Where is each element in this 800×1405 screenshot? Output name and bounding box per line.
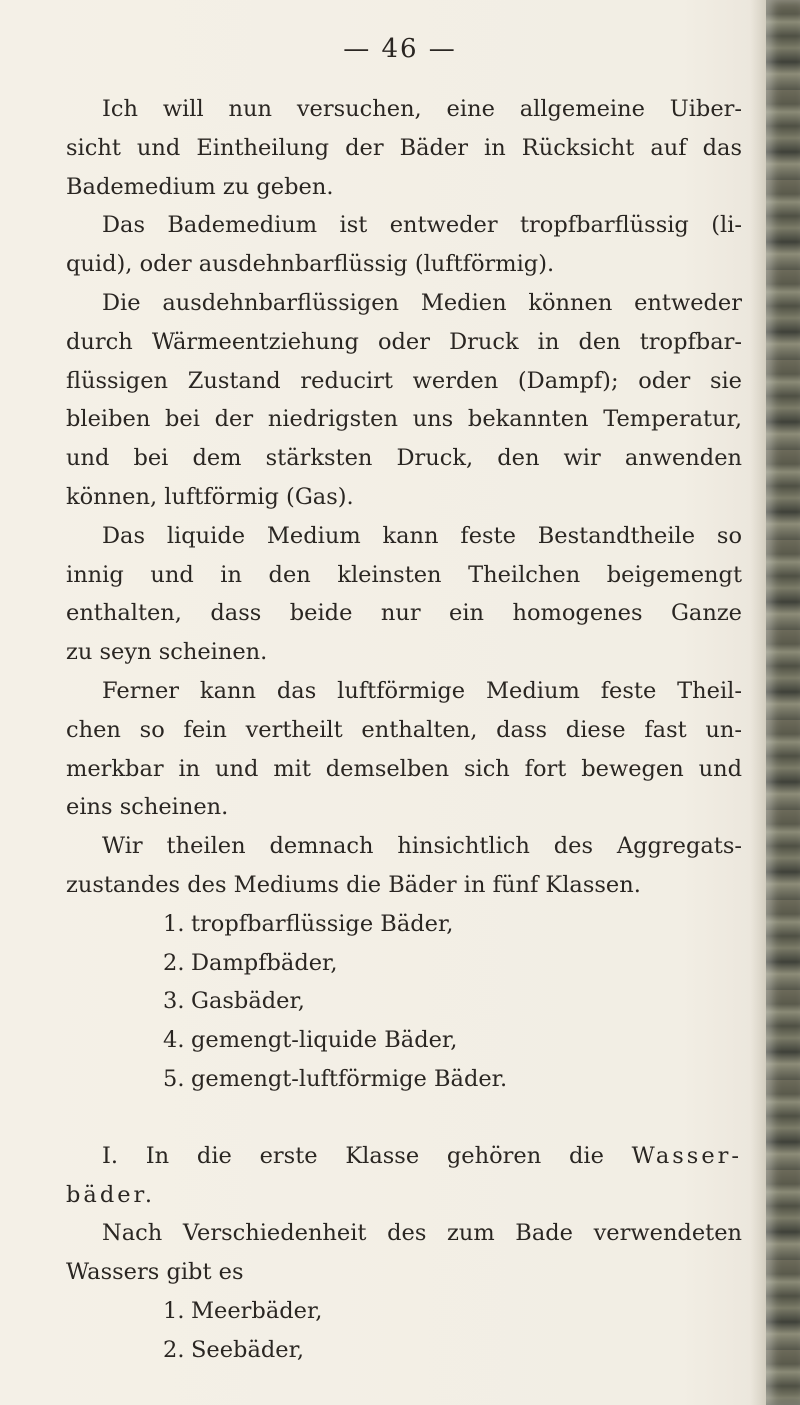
page-number: — 46 — xyxy=(343,34,457,64)
text-line: Ich will nun versuchen, eine allgemeine Uiber- xyxy=(102,96,742,122)
text-line xyxy=(66,1137,742,1176)
list-number: 2. xyxy=(163,949,185,976)
list-item xyxy=(66,905,742,944)
classes-list xyxy=(66,905,742,1099)
list-item xyxy=(66,982,742,1021)
text-line: Nach Verschiedenheit des zum Bade verwendeten xyxy=(102,1220,742,1247)
text-line: können, luftförmig (Gas). xyxy=(66,483,354,510)
text-line: Wir theilen demnach hinsichtlich des Aggregats- xyxy=(102,833,742,860)
list-number: 1. xyxy=(163,910,185,937)
section-gap xyxy=(66,1099,742,1137)
paragraph xyxy=(66,517,742,672)
list-text: gemengt-liquide Bäder, xyxy=(191,1027,458,1054)
paragraph xyxy=(66,284,742,517)
list-number: 4. xyxy=(163,1027,185,1054)
text-line: Bademedium zu geben. xyxy=(66,173,334,200)
list-item xyxy=(66,944,742,983)
section-heading xyxy=(66,1137,742,1215)
text-line: merkbar in und mit demselben sich fort bewegen und xyxy=(66,755,742,782)
list-number: 5. xyxy=(163,1065,185,1092)
list-text: Gasbäder, xyxy=(191,988,305,1015)
book-binding-edge xyxy=(766,0,800,1405)
list-text: Dampfbäder, xyxy=(191,949,338,976)
list-number: 2. xyxy=(163,1336,185,1363)
paragraph xyxy=(66,90,742,206)
list-item xyxy=(66,1292,742,1331)
text-line: und bei dem stärksten Druck, den wir anwenden xyxy=(66,445,742,472)
text-line: sicht und Eintheilung der Bäder in Rücksicht auf das xyxy=(66,134,742,161)
paragraph xyxy=(66,827,742,905)
water-list xyxy=(66,1292,742,1370)
list-number: 1. xyxy=(163,1297,185,1324)
list-number: 3. xyxy=(163,988,185,1015)
text-line: Die ausdehnbarflüssigen Medien können entweder xyxy=(102,289,742,316)
list-text: Meerbäder, xyxy=(191,1297,323,1324)
text-line: enthalten, dass beide nur ein homogenes Ganze xyxy=(66,600,742,627)
paragraph xyxy=(66,672,742,827)
text-line: Ferner kann das luftförmige Medium feste Theil- xyxy=(102,677,742,704)
list-item xyxy=(66,1021,742,1060)
text-line: innig und in den kleinsten Theilchen beigemengt xyxy=(66,561,742,588)
list-text: gemengt-luftförmige Bäder. xyxy=(191,1065,508,1092)
text-line: eins scheinen. xyxy=(66,794,229,821)
section-heading-text: I. In die erste Klasse gehören die xyxy=(102,1142,604,1169)
text-line: zustandes des Mediums die Bäder in fünf Klassen. xyxy=(66,871,641,898)
list-item xyxy=(66,1331,742,1370)
text-line: quid), oder ausdehnbarflüssig (luftförmig). xyxy=(66,251,555,278)
text-line: Das Bademedium ist entweder tropfbarflüssig (li- xyxy=(102,212,742,239)
page-text xyxy=(66,90,742,1370)
text-line: Das liquide Medium kann feste Bestandtheile so xyxy=(102,522,742,549)
paragraph xyxy=(66,206,742,284)
text-line: flüssigen Zustand reducirt werden (Dampf); oder sie xyxy=(66,367,742,394)
paragraph xyxy=(66,1214,742,1292)
text-line: chen so fein vertheilt enthalten, dass diese fast un- xyxy=(66,716,742,743)
list-text: tropfbarflüssige Bäder, xyxy=(191,910,454,937)
text-line: Wassers gibt es xyxy=(66,1259,244,1286)
text-line: bleiben bei der niedrigsten uns bekannten Temperatur, xyxy=(66,406,742,433)
list-text: Seebäder, xyxy=(191,1336,305,1363)
list-item xyxy=(66,1060,742,1099)
text-line: durch Wärmeentziehung oder Druck in den tropfbar- xyxy=(66,328,742,355)
section-heading-emphasis: Wasser- xyxy=(631,1142,743,1169)
text-line: zu seyn scheinen. xyxy=(66,639,268,666)
section-heading-emphasis: bäder. xyxy=(66,1181,155,1208)
